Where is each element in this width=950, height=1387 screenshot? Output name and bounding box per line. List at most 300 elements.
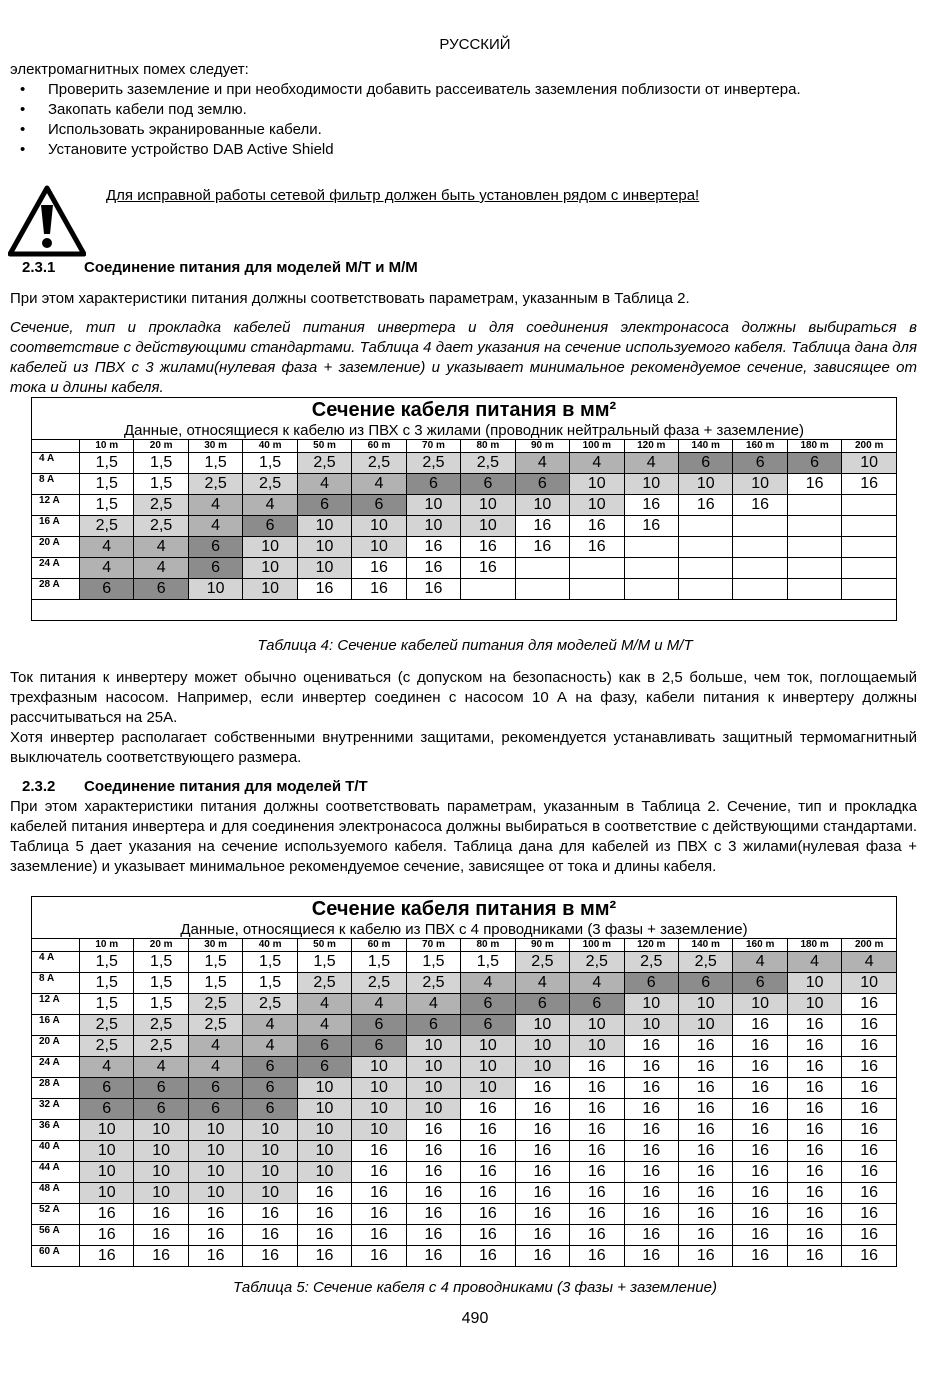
section-value-cell: 16	[842, 1015, 897, 1036]
section-value-cell: 16	[624, 1246, 678, 1267]
section-value-cell: 6	[461, 474, 515, 495]
current-label: 56 A	[32, 1225, 80, 1246]
current-label: 4 A	[32, 453, 80, 474]
section-value-cell: 4	[80, 558, 134, 579]
section-value-cell: 16	[678, 1057, 732, 1078]
section-value-cell: 10	[297, 1162, 351, 1183]
section-value-cell	[515, 579, 569, 600]
section-value-cell: 10	[461, 1057, 515, 1078]
section-value-cell: 6	[352, 495, 406, 516]
section-value-cell: 16	[678, 1120, 732, 1141]
section-value-cell: 16	[787, 1078, 841, 1099]
section-value-cell: 16	[515, 1204, 569, 1225]
section-value-cell: 16	[624, 1036, 678, 1057]
table-subtitle: Данные, относящиеся к кабелю из ПВХ с 3 жилами (проводник нейтральный фаза + заземление)	[32, 422, 897, 440]
length-header: 70 m	[406, 440, 460, 453]
section-value-cell	[842, 495, 897, 516]
section-value-cell	[842, 537, 897, 558]
section-value-cell: 6	[297, 495, 351, 516]
section-value-cell: 10	[842, 973, 897, 994]
section-value-cell: 10	[352, 1120, 406, 1141]
section-value-cell: 16	[570, 1162, 624, 1183]
section-value-cell: 10	[80, 1141, 134, 1162]
current-label: 20 A	[32, 1036, 80, 1057]
section-value-cell: 10	[570, 1036, 624, 1057]
section-value-cell: 4	[624, 453, 678, 474]
current-label: 20 A	[32, 537, 80, 558]
blank-row	[32, 600, 897, 621]
section-value-cell: 16	[134, 1246, 188, 1267]
section-value-cell: 16	[461, 1225, 515, 1246]
section-value-cell	[733, 579, 787, 600]
section-value-cell: 10	[787, 973, 841, 994]
section-value-cell: 6	[515, 994, 569, 1015]
section-value-cell: 2,5	[134, 495, 188, 516]
section-value-cell: 10	[624, 994, 678, 1015]
section-value-cell: 1,5	[80, 952, 134, 973]
section-value-cell: 16	[80, 1225, 134, 1246]
section-value-cell: 16	[461, 1120, 515, 1141]
section-value-cell: 1,5	[80, 994, 134, 1015]
section-value-cell: 16	[678, 495, 732, 516]
table-row	[32, 994, 897, 1015]
section-value-cell: 4	[243, 495, 297, 516]
list-item: • Проверить заземление и при необходимости добавить рассеиватель заземления поблизости от инвертера.	[10, 80, 917, 100]
section-value-cell: 6	[678, 453, 732, 474]
section-value-cell: 10	[461, 495, 515, 516]
section-value-cell: 10	[188, 1162, 242, 1183]
section-value-cell: 16	[624, 1183, 678, 1204]
section-value-cell	[842, 516, 897, 537]
length-header: 70 m	[406, 939, 460, 952]
current-label: 52 A	[32, 1204, 80, 1225]
length-header: 200 m	[842, 939, 897, 952]
table-row	[32, 495, 897, 516]
length-header: 180 m	[787, 939, 841, 952]
table-row	[32, 1036, 897, 1057]
current-label: 40 A	[32, 1141, 80, 1162]
section-value-cell: 16	[624, 1141, 678, 1162]
section-value-cell: 16	[515, 1246, 569, 1267]
page-language-header: РУССКИЙ	[439, 36, 511, 53]
section-value-cell	[570, 579, 624, 600]
section-value-cell: 16	[406, 1204, 460, 1225]
section-value-cell: 16	[352, 1204, 406, 1225]
section-value-cell: 6	[461, 1015, 515, 1036]
section-value-cell: 16	[570, 1246, 624, 1267]
section-value-cell: 6	[406, 474, 460, 495]
section-title: Соединение питания для моделей М/Т и М/М	[84, 259, 418, 276]
section-value-cell: 4	[297, 474, 351, 495]
section-value-cell: 16	[461, 1204, 515, 1225]
current-label: 24 A	[32, 1057, 80, 1078]
section-value-cell: 10	[243, 1162, 297, 1183]
section-value-cell: 16	[461, 1183, 515, 1204]
length-header: 180 m	[787, 440, 841, 453]
section-value-cell: 10	[406, 1099, 460, 1120]
section-value-cell: 16	[733, 1204, 787, 1225]
current-label: 16 A	[32, 1015, 80, 1036]
current-label: 44 A	[32, 1162, 80, 1183]
section-value-cell: 10	[461, 516, 515, 537]
table-row	[32, 1099, 897, 1120]
section-value-cell: 16	[297, 1246, 351, 1267]
section-value-cell: 10	[624, 1015, 678, 1036]
table-5-caption: Таблица 5: Сечение кабеля с 4 проводниками (3 фазы + заземление)	[233, 1279, 717, 1296]
section-value-cell: 10	[188, 1183, 242, 1204]
section-value-cell: 10	[243, 579, 297, 600]
section-value-cell: 16	[570, 1057, 624, 1078]
section-value-cell: 10	[570, 1015, 624, 1036]
current-label: 36 A	[32, 1120, 80, 1141]
section-value-cell: 4	[134, 1057, 188, 1078]
section-value-cell: 10	[570, 495, 624, 516]
recommendation-list	[10, 80, 917, 160]
table-row	[32, 1225, 897, 1246]
table-title: Сечение кабеля питания в мм²	[32, 398, 897, 423]
section-value-cell: 16	[515, 1225, 569, 1246]
section-value-cell: 16	[352, 1246, 406, 1267]
warning-text: Для исправной работы сетевой фильтр должен быть установлен рядом с инвертера!	[106, 187, 700, 204]
section-value-cell: 10	[80, 1162, 134, 1183]
section-value-cell: 6	[461, 994, 515, 1015]
section-value-cell: 16	[461, 1099, 515, 1120]
section-value-cell: 16	[570, 1204, 624, 1225]
section-value-cell: 16	[842, 1204, 897, 1225]
section-value-cell: 10	[678, 994, 732, 1015]
section-value-cell: 16	[461, 1246, 515, 1267]
section-value-cell: 16	[842, 1183, 897, 1204]
table-row	[32, 952, 897, 973]
section-value-cell: 16	[406, 1162, 460, 1183]
table-subtitle: Данные, относящиеся к кабелю из ПВХ с 4 проводниками (3 фазы + заземление)	[32, 921, 897, 939]
length-header: 30 m	[188, 440, 242, 453]
section-value-cell: 16	[842, 994, 897, 1015]
section-value-cell: 1,5	[134, 474, 188, 495]
section-value-cell: 4	[461, 973, 515, 994]
section-value-cell: 16	[570, 1099, 624, 1120]
length-header: 100 m	[570, 440, 624, 453]
section-value-cell	[842, 558, 897, 579]
section-value-cell: 4	[188, 1057, 242, 1078]
section-value-cell: 1,5	[188, 453, 242, 474]
section-value-cell: 10	[515, 1036, 569, 1057]
corner-cell	[32, 440, 80, 453]
section-value-cell: 16	[134, 1204, 188, 1225]
current-label: 28 A	[32, 1078, 80, 1099]
section-value-cell: 16	[243, 1225, 297, 1246]
section-value-cell: 16	[787, 1225, 841, 1246]
section-value-cell: 16	[787, 1036, 841, 1057]
section-value-cell: 10	[352, 516, 406, 537]
warning-triangle-icon	[8, 185, 86, 257]
section-value-cell: 10	[515, 1057, 569, 1078]
table-4-cable-section	[31, 397, 897, 621]
section-value-cell: 10	[297, 558, 351, 579]
section-value-cell: 6	[787, 453, 841, 474]
section-value-cell: 10	[678, 474, 732, 495]
section-value-cell	[624, 579, 678, 600]
section-value-cell	[515, 558, 569, 579]
section-value-cell: 16	[461, 1162, 515, 1183]
section-value-cell: 16	[352, 579, 406, 600]
length-header: 40 m	[243, 939, 297, 952]
table-5-cable-section	[31, 896, 897, 1267]
section-value-cell: 4	[733, 952, 787, 973]
length-header: 10 m	[80, 440, 134, 453]
section-value-cell: 6	[243, 516, 297, 537]
section-value-cell: 16	[678, 1225, 732, 1246]
section-value-cell: 10	[406, 1057, 460, 1078]
section-value-cell: 16	[515, 1078, 569, 1099]
table-row	[32, 1141, 897, 1162]
section-value-cell: 16	[188, 1246, 242, 1267]
section-value-cell: 10	[243, 558, 297, 579]
section-value-cell: 16	[624, 1225, 678, 1246]
section-value-cell: 2,5	[243, 474, 297, 495]
section-value-cell: 10	[406, 495, 460, 516]
section-value-cell	[787, 516, 841, 537]
length-header: 50 m	[297, 440, 351, 453]
section-value-cell: 16	[134, 1225, 188, 1246]
section-value-cell: 1,5	[352, 952, 406, 973]
section-value-cell: 10	[297, 1141, 351, 1162]
section-value-cell: 10	[134, 1120, 188, 1141]
section-value-cell: 6	[188, 558, 242, 579]
section-value-cell: 16	[733, 1036, 787, 1057]
section-value-cell: 6	[733, 973, 787, 994]
section2-paragraph: При этом характеристики питания должны соответствовать параметрам, указанным в Таблица 2. Сечение, тип и прокладка кабелей питания инвертера и для соединения электронасоса должны выбираться в соответствие с действующими стандартами. Таблица 5 дает указания на сечение используемого кабеля. Таблица дана для кабелей из ПВХ с 3 жилами(нулевая фаза + заземление) и указывает минимальное рекомендуемое сечение, зависящее от тока и длины кабеля.	[10, 798, 917, 875]
section-value-cell: 10	[243, 537, 297, 558]
section-value-cell: 4	[188, 1036, 242, 1057]
section-value-cell: 10	[678, 1015, 732, 1036]
section-value-cell: 16	[842, 1120, 897, 1141]
section-value-cell: 2,5	[352, 453, 406, 474]
section-value-cell: 1,5	[297, 952, 351, 973]
section-value-cell: 4	[243, 1015, 297, 1036]
list-item: • Установите устройство DAB Active Shield	[10, 140, 917, 160]
length-header: 140 m	[678, 440, 732, 453]
length-header: 90 m	[515, 939, 569, 952]
section-value-cell: 16	[733, 1099, 787, 1120]
section-title: Соединение питания для моделей Т/Т	[84, 778, 368, 795]
section-value-cell: 16	[678, 1099, 732, 1120]
section-value-cell: 10	[188, 579, 242, 600]
section-value-cell: 16	[624, 1057, 678, 1078]
section-value-cell: 4	[842, 952, 897, 973]
section-value-cell: 10	[787, 994, 841, 1015]
section-value-cell: 6	[243, 1078, 297, 1099]
section-value-cell: 16	[733, 1015, 787, 1036]
section-value-cell: 16	[461, 558, 515, 579]
section-value-cell	[733, 537, 787, 558]
section-value-cell: 1,5	[406, 952, 460, 973]
current-label: 12 A	[32, 495, 80, 516]
table-row	[32, 1183, 897, 1204]
section-value-cell	[678, 558, 732, 579]
section-value-cell: 16	[787, 474, 841, 495]
section-value-cell: 16	[461, 1141, 515, 1162]
section-value-cell: 6	[134, 1078, 188, 1099]
section-value-cell: 6	[134, 1099, 188, 1120]
section-value-cell: 1,5	[80, 495, 134, 516]
section-value-cell: 16	[515, 1099, 569, 1120]
section-heading-2-3-1	[22, 259, 418, 276]
section-value-cell: 1,5	[134, 994, 188, 1015]
length-header: 120 m	[624, 440, 678, 453]
section-value-cell: 16	[787, 1015, 841, 1036]
table-row	[32, 1204, 897, 1225]
section-value-cell: 10	[134, 1162, 188, 1183]
length-header: 30 m	[188, 939, 242, 952]
section-value-cell: 16	[733, 1162, 787, 1183]
section-value-cell: 16	[352, 1225, 406, 1246]
section-value-cell: 2,5	[134, 1015, 188, 1036]
section-value-cell: 10	[80, 1183, 134, 1204]
section-value-cell: 16	[624, 1099, 678, 1120]
section-value-cell	[570, 558, 624, 579]
table-row	[32, 1057, 897, 1078]
section-value-cell: 10	[80, 1120, 134, 1141]
section-value-cell: 10	[733, 474, 787, 495]
table-row	[32, 474, 897, 495]
section-value-cell: 4	[80, 537, 134, 558]
section-value-cell: 6	[570, 994, 624, 1015]
section-value-cell: 16	[624, 495, 678, 516]
section-value-cell: 10	[570, 474, 624, 495]
section-value-cell: 2,5	[80, 516, 134, 537]
section-value-cell: 1,5	[80, 474, 134, 495]
section-value-cell: 16	[80, 1246, 134, 1267]
section-value-cell: 16	[678, 1078, 732, 1099]
section-value-cell: 2,5	[297, 453, 351, 474]
section-value-cell: 1,5	[188, 952, 242, 973]
section-value-cell: 10	[352, 1057, 406, 1078]
section-value-cell: 16	[352, 558, 406, 579]
section-value-cell: 16	[515, 1162, 569, 1183]
section-value-cell	[678, 516, 732, 537]
section-value-cell: 16	[297, 1204, 351, 1225]
section-value-cell: 16	[570, 1183, 624, 1204]
section-value-cell: 10	[352, 1078, 406, 1099]
section-value-cell: 16	[787, 1141, 841, 1162]
section-value-cell: 1,5	[80, 453, 134, 474]
section-value-cell: 10	[515, 495, 569, 516]
section-number: 2.3.2	[22, 778, 56, 795]
section-value-cell: 4	[787, 952, 841, 973]
length-header: 100 m	[570, 939, 624, 952]
section-value-cell: 10	[243, 1183, 297, 1204]
list-item: • Закопать кабели под землю.	[10, 100, 917, 120]
section-value-cell: 16	[570, 1141, 624, 1162]
section-value-cell: 16	[624, 1204, 678, 1225]
section-value-cell: 16	[243, 1246, 297, 1267]
section-value-cell: 16	[842, 1246, 897, 1267]
section-value-cell: 16	[842, 1225, 897, 1246]
section-value-cell: 2,5	[515, 952, 569, 973]
section-value-cell: 4	[352, 994, 406, 1015]
section-value-cell: 6	[80, 579, 134, 600]
section-value-cell: 2,5	[243, 994, 297, 1015]
middle-paragraph-1: Ток питания к инвертеру может обычно оцениваться (с допуском на безопасность) как в 2,5 больше, чем ток, поглощаемый трехфазным насосом. Например, если инвертер соединен с насосом 10 А на фазу, кабели питания к инвертеру должны рассчитываться на 25А.	[10, 669, 917, 726]
section-value-cell: 6	[624, 973, 678, 994]
section-value-cell: 2,5	[188, 1015, 242, 1036]
section-value-cell: 6	[80, 1078, 134, 1099]
section-value-cell	[787, 495, 841, 516]
section-value-cell	[461, 579, 515, 600]
section-value-cell: 6	[188, 1078, 242, 1099]
length-header: 160 m	[733, 440, 787, 453]
section-value-cell: 16	[570, 516, 624, 537]
section-value-cell: 1,5	[243, 952, 297, 973]
section-value-cell: 16	[297, 579, 351, 600]
section-value-cell	[624, 537, 678, 558]
length-header: 10 m	[80, 939, 134, 952]
length-header: 80 m	[461, 440, 515, 453]
section-value-cell: 16	[787, 1099, 841, 1120]
section-value-cell	[842, 579, 897, 600]
blank-cell	[32, 600, 897, 621]
table-row	[32, 1120, 897, 1141]
section-value-cell: 6	[297, 1057, 351, 1078]
section-value-cell: 4	[80, 1057, 134, 1078]
section-value-cell: 16	[515, 1141, 569, 1162]
section-value-cell: 16	[787, 1057, 841, 1078]
section-value-cell: 10	[842, 453, 897, 474]
section-value-cell: 16	[624, 516, 678, 537]
table-title: Сечение кабеля питания в мм²	[32, 897, 897, 922]
section-value-cell: 16	[406, 579, 460, 600]
section-value-cell: 16	[406, 1120, 460, 1141]
intro-line: электромагнитных помех следует:	[10, 61, 249, 78]
section-value-cell: 16	[352, 1162, 406, 1183]
section-value-cell	[787, 579, 841, 600]
section-value-cell: 10	[297, 1099, 351, 1120]
section-value-cell: 16	[570, 1120, 624, 1141]
length-header: 50 m	[297, 939, 351, 952]
section-value-cell: 2,5	[297, 973, 351, 994]
table-row	[32, 1162, 897, 1183]
section-value-cell	[733, 516, 787, 537]
section-value-cell: 1,5	[243, 973, 297, 994]
section-value-cell	[787, 537, 841, 558]
section-value-cell	[624, 558, 678, 579]
section-value-cell: 4	[297, 1015, 351, 1036]
section-value-cell: 16	[624, 1162, 678, 1183]
section-value-cell: 16	[352, 1141, 406, 1162]
section-value-cell: 10	[352, 1099, 406, 1120]
section-value-cell: 4	[570, 453, 624, 474]
section-value-cell: 10	[243, 1141, 297, 1162]
section-value-cell: 16	[515, 516, 569, 537]
section-value-cell: 16	[842, 474, 897, 495]
section-value-cell: 6	[243, 1057, 297, 1078]
section-value-cell: 4	[134, 537, 188, 558]
section-value-cell: 10	[297, 1120, 351, 1141]
section-value-cell	[678, 579, 732, 600]
section-value-cell: 16	[733, 1078, 787, 1099]
section-value-cell: 16	[733, 1141, 787, 1162]
section-value-cell: 2,5	[80, 1036, 134, 1057]
section-value-cell: 6	[134, 579, 188, 600]
section-value-cell: 4	[188, 516, 242, 537]
section-value-cell: 16	[406, 1183, 460, 1204]
section-value-cell: 6	[188, 537, 242, 558]
section-value-cell: 2,5	[406, 973, 460, 994]
section-value-cell: 16	[406, 537, 460, 558]
table-row	[32, 558, 897, 579]
section-value-cell: 2,5	[134, 1036, 188, 1057]
